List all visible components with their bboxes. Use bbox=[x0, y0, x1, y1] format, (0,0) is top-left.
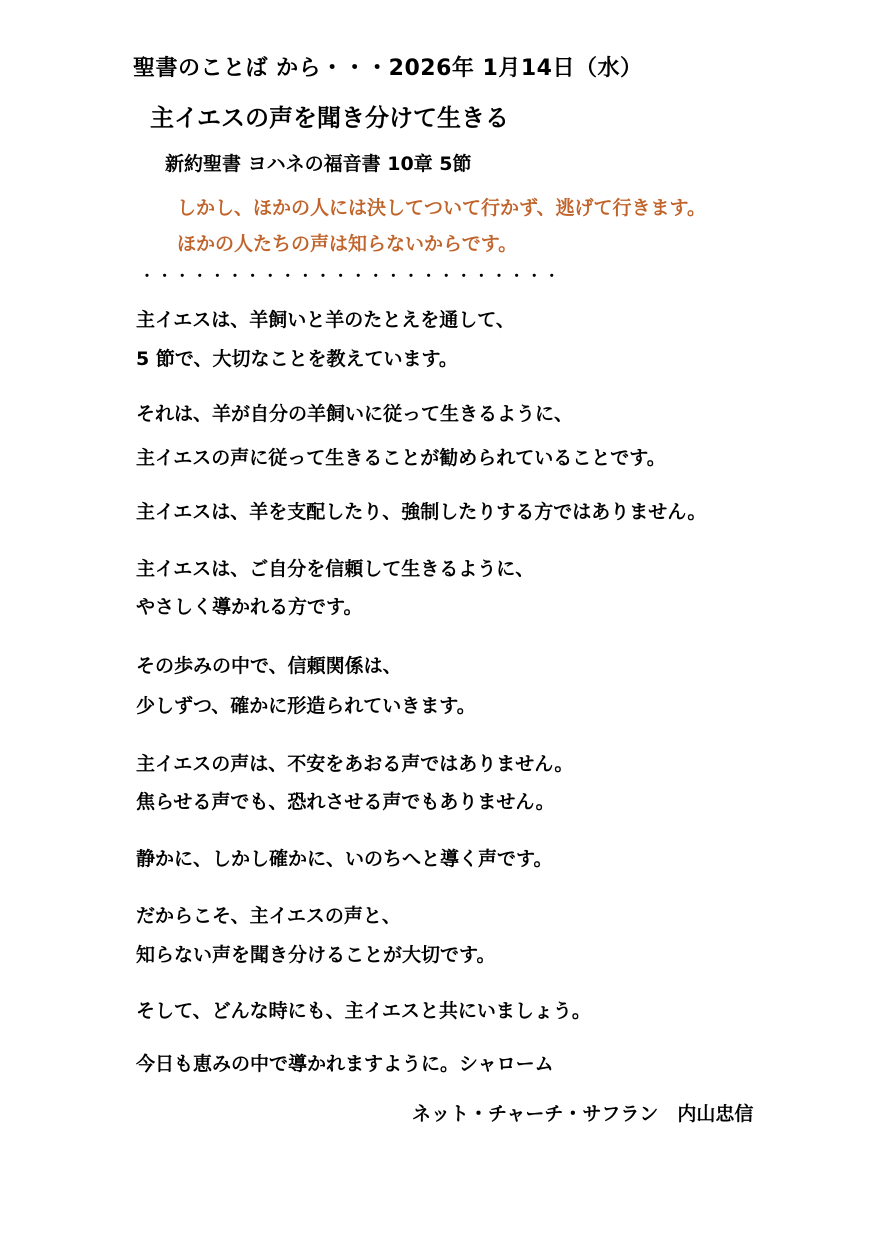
body-paragraph-line: 主イエスの声に従って生きることが勧められていることです。 bbox=[136, 447, 666, 469]
scripture-verse-line: しかし、ほかの人には決してついて行かず、逃げて行きます。 bbox=[177, 197, 706, 219]
body-paragraph-line: だからこそ、主イエスの声と、 bbox=[136, 905, 401, 927]
scripture-reference: 新約聖書 ヨハネの福音書 10章 5節 bbox=[165, 153, 472, 175]
dotted-divider: ・・・・・・・・・・・・・・・・・・・・・・・・ bbox=[140, 269, 563, 285]
body-paragraph-line: 知らない声を聞き分けることが大切です。 bbox=[136, 944, 496, 966]
body-paragraph-line: 5 節で、大切なことを教えています。 bbox=[136, 348, 458, 370]
page-title: 主イエスの声を聞き分けて生きる bbox=[150, 104, 510, 132]
body-paragraph-line: その歩みの中で、信頼関係は、 bbox=[136, 655, 402, 677]
scripture-verse-line: ほかの人たちの声は知らないからです。 bbox=[177, 233, 518, 255]
body-paragraph-line: やさしく導かれる方です。 bbox=[136, 596, 363, 618]
body-paragraph-line: 主イエスは、羊飼いと羊のたとえを通して、 bbox=[136, 309, 515, 331]
body-paragraph-line: そして、どんな時にも、主イエスと共にいましょう。 bbox=[136, 1000, 591, 1022]
body-paragraph-line: 少しずつ、確かに形造られていきます。 bbox=[136, 695, 476, 717]
page-header-date: 聖書のことば から・・・2026年 1月14日（水） bbox=[133, 56, 643, 81]
body-paragraph-line: 静かに、しかし確かに、いのちへと導く声です。 bbox=[136, 848, 553, 870]
author-signature: ネット・チャーチ・サフラン 内山忠信 bbox=[412, 1103, 754, 1125]
body-paragraph-line: それは、羊が自分の羊飼いに従って生きるように、 bbox=[136, 403, 574, 425]
body-paragraph-line: 主イエスは、羊を支配したり、強制したりする方ではありません。 bbox=[136, 501, 707, 523]
body-paragraph-line: 主イエスは、ご自分を信頼して生きるように、 bbox=[136, 558, 535, 580]
body-paragraph-line: 今日も恵みの中で導かれますように。シャローム bbox=[136, 1053, 554, 1075]
body-paragraph-line: 主イエスの声は、不安をあおる声ではありません。 bbox=[136, 753, 574, 775]
body-paragraph-line: 焦らせる声でも、恐れさせる声でもありません。 bbox=[136, 791, 555, 813]
